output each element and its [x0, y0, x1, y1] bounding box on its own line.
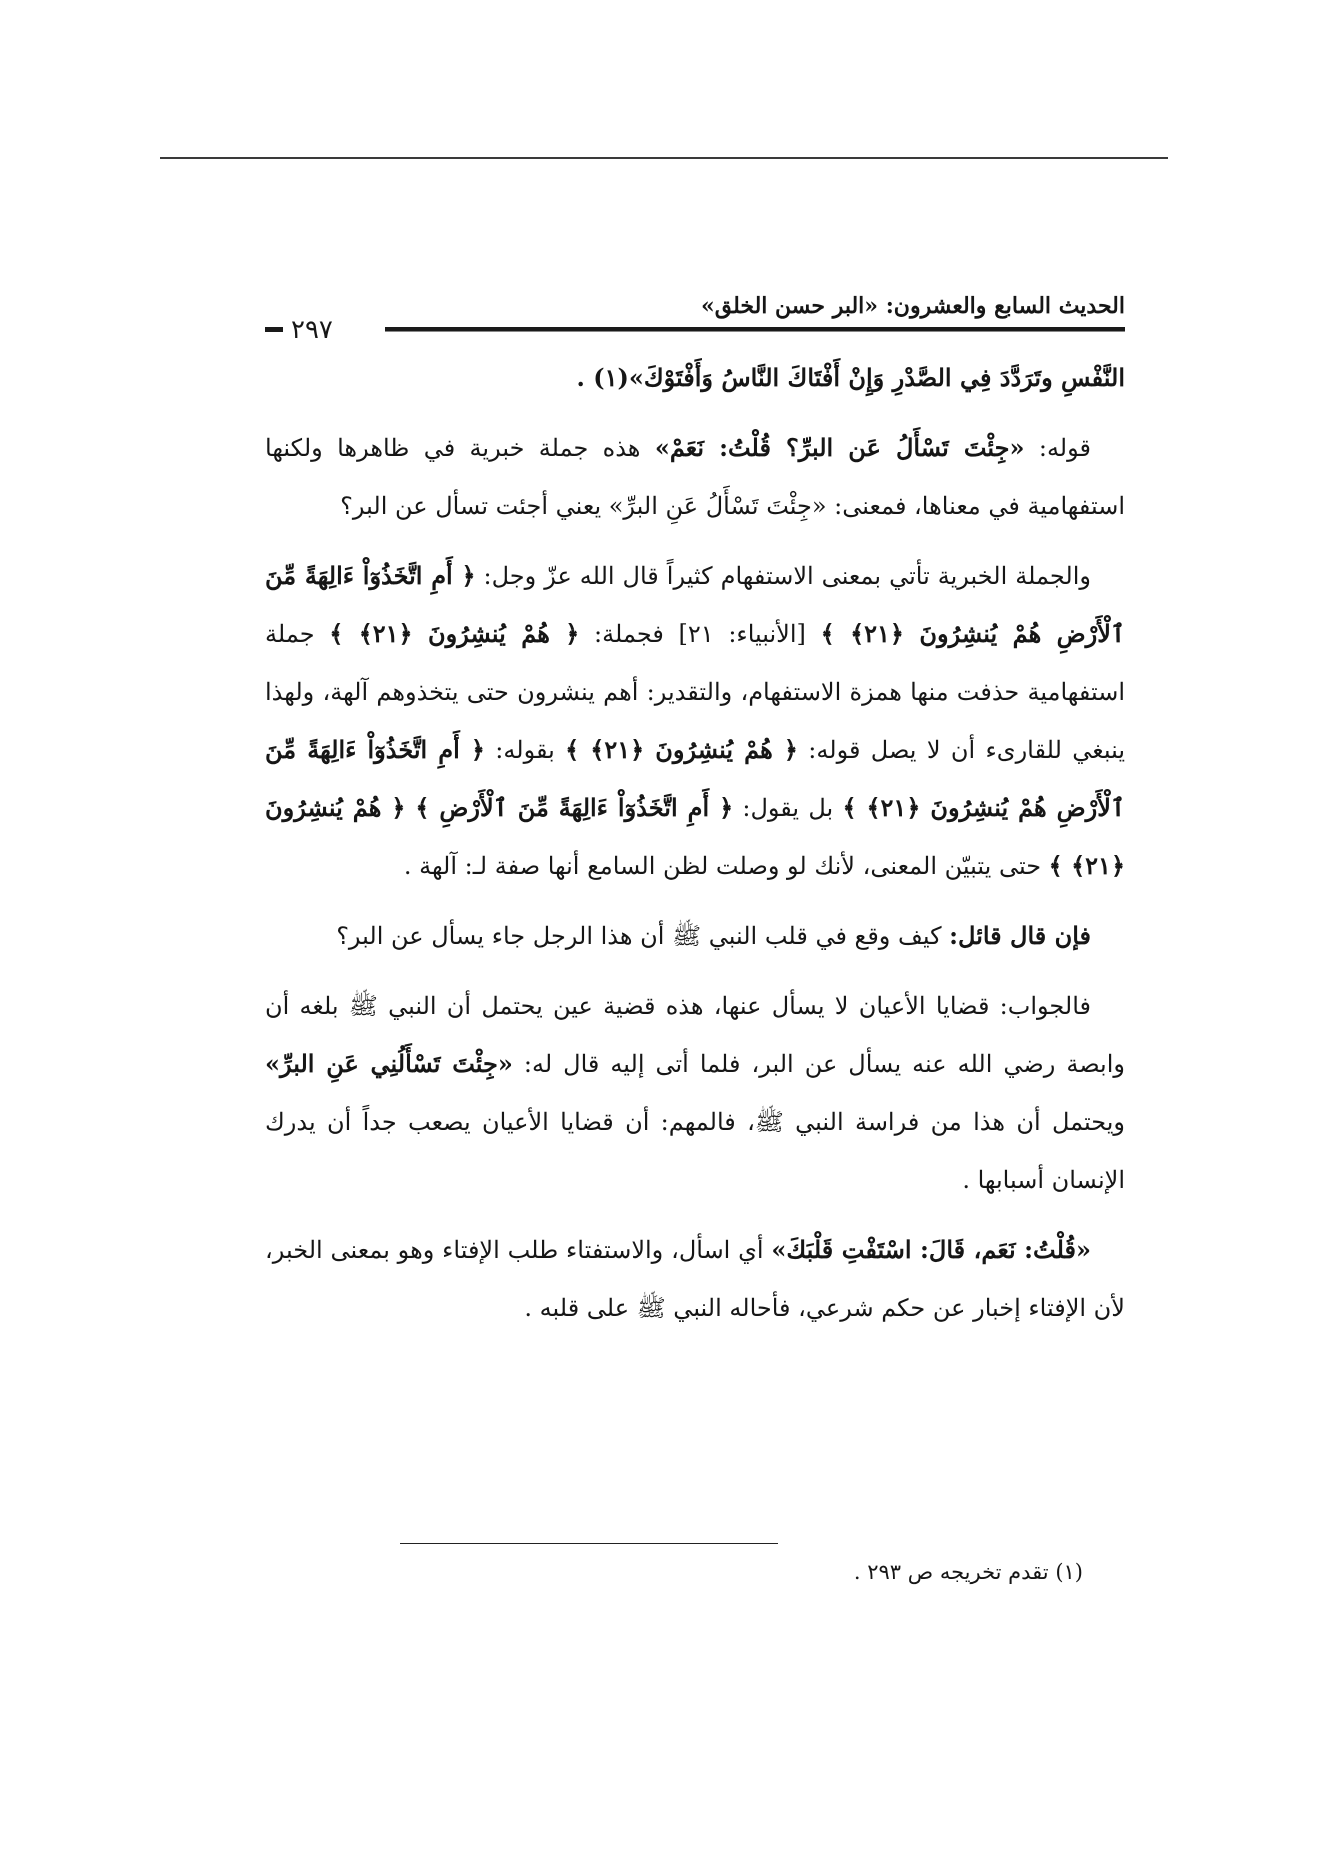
text-run: والجملة الخبرية تأتي بمعنى الاستفهام كثيراً قال الله عزّ وجل: — [475, 562, 1091, 590]
page-number: ٢٩٧ — [285, 315, 339, 345]
paragraph-continuation — [265, 349, 1125, 407]
text-run: حتى يتبيّن المعنى، لأنك لو وصلت لظن السامع أنها صفة لـ: آلهة . — [403, 852, 1049, 880]
hadith-quote: النَّفْسِ وتَرَدَّدَ فِي الصَّدْرِ وَإِنْ أَفْتَاكَ النَّاسُ وَأَفْتَوْكَ»(١) . — [576, 363, 1125, 392]
paragraph-2 — [265, 547, 1125, 895]
text-run: بل يقول: — [733, 794, 843, 822]
text-run: قوله: — [1024, 434, 1091, 462]
page-number-dash — [265, 327, 283, 332]
text-run: جملة استفهامية حذفت منها همزة الاستفهام، والتقدير: أهم ينشرون حتى يتخذوهم آلهة، ولهذا ينبغي للقارىء أن لا يصل قوله: — [265, 620, 1125, 764]
text-run: فالجواب: قضايا الأعيان لا يسأل عنها، هذه قضية عين يحتمل أن النبي ﷺ بلغه أن وابصة رضي الله عنه يسأل عن البر، فلما أتى إليه قال له: — [265, 992, 1125, 1078]
text-run: كيف وقع في قلب النبي ﷺ أن هذا الرجل جاء يسأل عن البر؟ — [336, 922, 950, 950]
quran-verse: ﴿ هُمْ يُنشِرُونَ ﴿٢١﴾ ﴾ — [565, 735, 798, 764]
text-run: بقوله: — [484, 736, 566, 764]
hadith-quote: «جِئْتَ تَسْأَلُنِي عَنِ البرِّ» — [265, 1049, 513, 1078]
text-run: ويحتمل أن هذا من فراسة النبي ﷺ، فالمهم: أن قضايا الأعيان يصعب جداً أن يدرك الإنسان أسبابها . — [265, 1108, 1125, 1194]
running-title: الحديث السابع والعشرون: «البر حسن الخلق» — [701, 293, 1125, 319]
quran-verse: ﴿ أَمِ اتَّخَذُوٓاْ ءَالِهَةً مِّنَ ٱلْأَرْضِ ﴾ ﴿ هُمْ يُنشِرُونَ ﴿٢١﴾ ﴾ — [265, 793, 1125, 880]
footnote: (١) تقدم تخريجه ص ٢٩٣ . — [853, 1560, 1083, 1584]
quran-verse: ﴿ أَمِ اتَّخَذُوٓاْ ءَالِهَةً مِّنَ ٱلْأَرْضِ هُمْ يُنشِرُونَ ﴿٢١﴾ ﴾ — [265, 561, 1126, 648]
quran-verse: ﴿ هُمْ يُنشِرُونَ ﴿٢١﴾ ﴾ — [329, 619, 580, 648]
footnote-rule — [400, 1543, 778, 1544]
paragraph-5 — [265, 1221, 1125, 1337]
text-run: هذه جملة خبرية في ظاهرها ولكنها استفهامية في معناها، فمعنى: «جِئْتَ تَسْأَلُ عَنِ البرِّ» يعني أجئت تسأل عن البر؟ — [265, 434, 1125, 520]
running-header — [265, 285, 1125, 349]
top-rule — [160, 157, 1168, 159]
lead-phrase: فإن قال قائل: — [949, 921, 1091, 950]
paragraph-4 — [265, 977, 1125, 1209]
body-text — [265, 349, 1125, 1337]
quran-verse: ﴿ أَمِ اتَّخَذُوٓاْ ءَالِهَةً مِّنَ ٱلْأَرْضِ هُمْ يُنشِرُونَ ﴿٢١﴾ ﴾ — [265, 735, 1126, 822]
text-run: أي اسأل، والاستفتاء طلب الإفتاء وهو بمعنى الخبر، لأن الإفتاء إخبار عن حكم شرعي، فأحاله النبي ﷺ على قلبه . — [265, 1236, 1125, 1322]
hadith-quote: «قُلْتُ: نَعَم، قَالَ: اسْتَفْتِ قَلْبَكَ» — [771, 1235, 1091, 1264]
header-rule — [385, 327, 1125, 332]
page-content — [265, 285, 1125, 1349]
paragraph-1 — [265, 419, 1125, 535]
verse-reference: [الأنبياء: ٢١] فجملة: — [579, 620, 821, 648]
paragraph-3 — [265, 907, 1125, 965]
hadith-quote: «جِئْتَ تَسْأَلُ عَن البرِّ؟ قُلْتُ: نَعَمْ» — [654, 433, 1025, 462]
